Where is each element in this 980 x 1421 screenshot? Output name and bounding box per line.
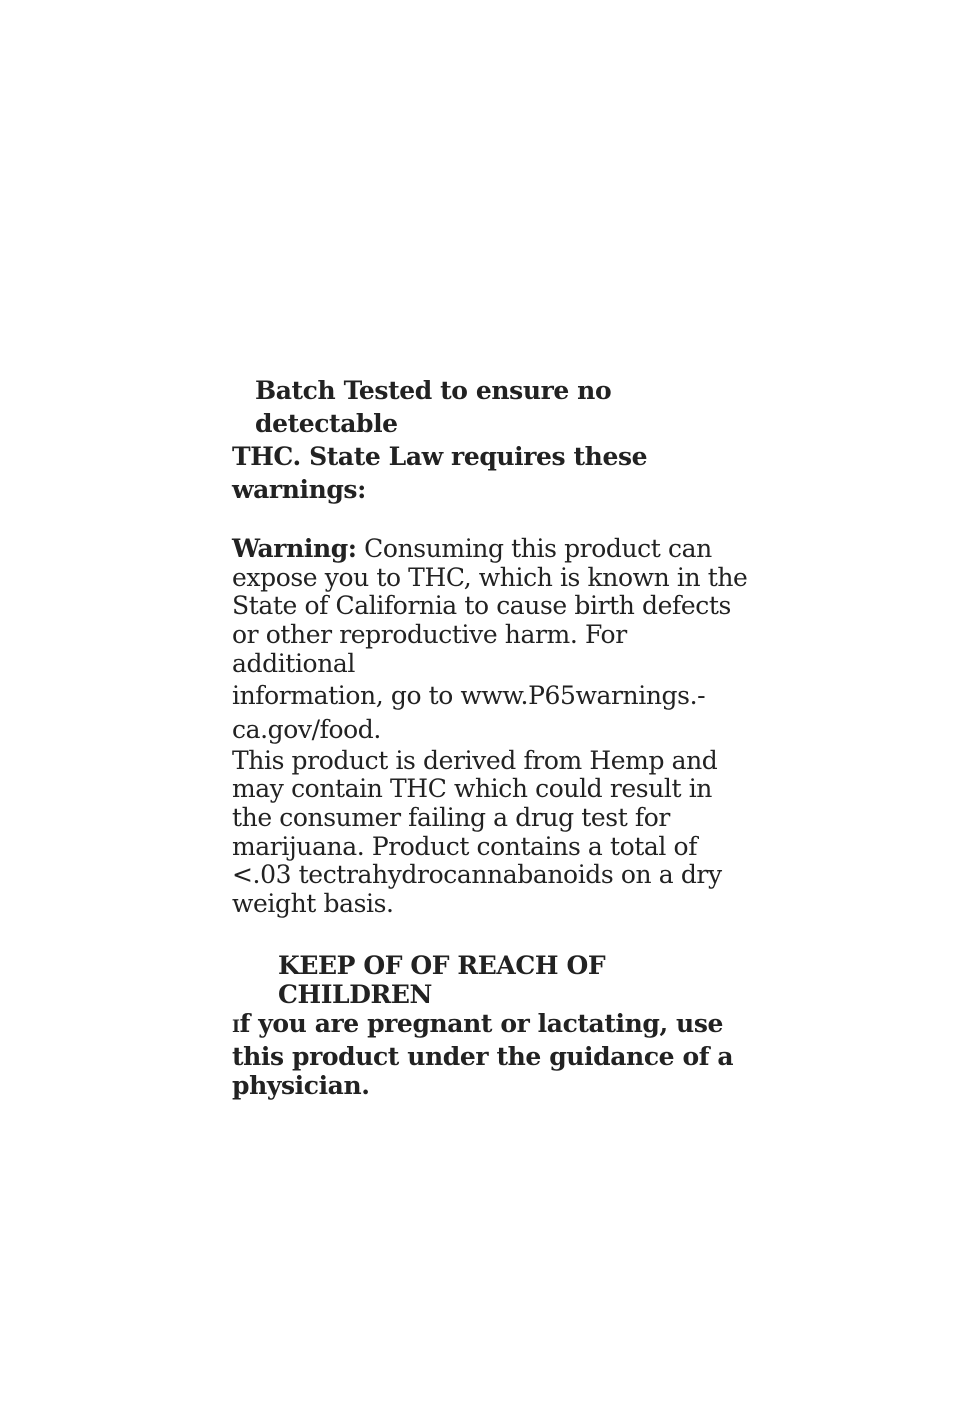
warning-paragraph	[232, 535, 752, 679]
product-label	[232, 374, 752, 1100]
pregnancy-warning	[232, 1009, 752, 1100]
keep-out-of-reach-title: KEEP OF OF REACH OF CHILDREN	[278, 950, 606, 1009]
heading-line-1: Batch Tested to ensure no detectable	[255, 376, 612, 438]
pregnancy-warning-text: f you are pregnant or lactating, use this product under the guidance of a physician.	[232, 1008, 734, 1100]
warning-text: Consuming this product can expose you to THC, which is known in the State of California to cause birth defects or other reproductive harm. For additional	[232, 534, 748, 678]
heading-line-2: THC. State Law requires these warnings:	[232, 442, 648, 504]
warning-url-line: information, go to www.P65warnings.-	[232, 680, 706, 710]
children-warning	[232, 951, 752, 1100]
pregnancy-warning-initial: I	[232, 1016, 240, 1037]
prop65-warning	[232, 535, 752, 919]
hemp-disclaimer: This product is derived from Hemp and may contain THC which could result in the consumer failing a drug test for marijuana. Product contains a total of <.03 tectrahydrocannabanoids on a dry weight basis.	[232, 745, 722, 919]
batch-tested-heading	[232, 374, 752, 506]
warning-lead: Warning:	[232, 534, 357, 563]
warning-url-line-2: ca.gov/food.	[232, 714, 381, 744]
